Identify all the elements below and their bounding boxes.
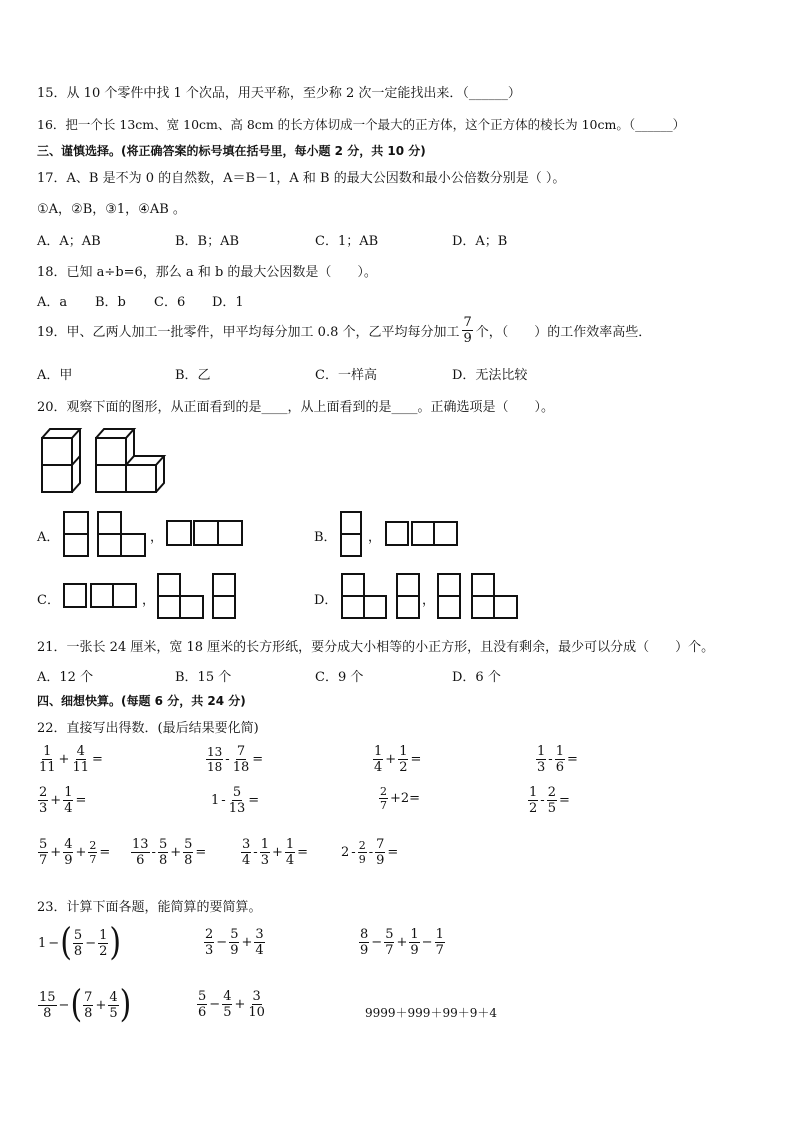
q23-expr-1: 1 − ( $\frac{5}{8}$ − $\frac{1}{2}$ ) [38,920,122,965]
q20-option-c-label: C． [37,593,60,608]
q21-option-a: A．12 个 [37,670,94,685]
q18-option-d: D．1 [212,295,244,310]
q17-option-c: C．1；AB [315,234,379,249]
q22-expr-9: $\frac{5}{7}$ + $\frac{4}{9}$ + $\frac{2}{7}$ = [39,837,111,868]
q21-option-c: C．9 个 [315,670,364,685]
q20-option-b-comma: ， [368,530,382,545]
q20-option-a-label: A． [37,530,60,545]
q18-option-c: C．6 [154,295,186,310]
question-20: 20．观察下面的图形，从正面看到的是____，从上面看到的是____。正确选项是（ ）。 [37,400,555,415]
q20-option-d-comma: ， [422,593,436,608]
q22-expr-3: $\frac{1}{4}$ + $\frac{1}{2}$ = [374,744,422,775]
question-16: 16．把一个长 13cm、宽 10cm、高 8cm 的长方体切成一个最大的正方体，这个正方体的棱长为 10cm。（______） [37,117,686,132]
question-15: 15．从 10 个零件中找 1 个次品，用天平称，至少称 2 次一定能找出来．（______） [37,86,521,101]
q19-option-c: C．一样高 [315,368,377,383]
q17-option-a: A．A；AB [37,234,101,249]
section-3-heading: 三、谨慎选择。(将正确答案的标号填在括号里，每小题 2 分，共 10 分) [37,144,426,158]
question-18: 18．已知 a÷b=6，那么 a 和 b 的最大公因数是（ ）。 [37,265,377,280]
q21-option-d: D．6 个 [452,670,501,685]
q19-fraction: $\frac{7}{9}$ [463,315,472,346]
cube-stack-figure [40,426,170,496]
q22-expr-5: $\frac{2}{3}$ + $\frac{1}{4}$ = [39,785,87,816]
question-23: 23．计算下面各题，能简算的要简算。 [37,900,262,915]
question-22: 22．直接写出得数．(最后结果要化简) [37,721,259,736]
question-17: 17．A、B 是不为 0 的自然数，A＝B－1，A 和 B 的最大公因数和最小公倍数分别是（ ）。 [37,171,566,186]
q22-expr-7: $\frac{2}{7}$ +2= [380,785,421,812]
q22-expr-2: $\frac{13}{18}$ - $\frac{7}{18}$ = [207,744,264,775]
section-4-heading: 四、细想快算。(每题 6 分，共 24 分) [37,694,246,708]
question-21: 21．一张长 24 厘米，宽 18 厘米的长方形纸，要分成大小相等的小正方形，且没有剩余，最少可以分成（ ）个。 [37,640,715,655]
q17-option-d: D．A；B [452,234,508,249]
q23-expr-4: $\frac{15}{8}$ − ( $\frac{7}{8}$ + $\frac{4}{5}$ ) [39,982,132,1027]
q22-expr-11: $\frac{3}{4}$ - $\frac{1}{3}$ + $\frac{1}{4}$ = [242,837,309,868]
q22-expr-6: 1 - $\frac{5}{13}$ = [211,785,260,816]
q19-text-post: 个，（ ）的工作效率高些． [475,325,652,340]
q22-expr-12: 2 - $\frac{2}{9}$ - $\frac{7}{9}$ = [341,837,399,868]
q20-option-c-comma: ， [142,593,156,608]
q23-expr-2: $\frac{2}{3}$ − $\frac{5}{9}$ + $\frac{3}{4}$ [205,927,264,958]
q18-option-b: B．b [95,295,126,310]
q20-option-a-comma: ， [150,530,164,545]
q22-expr-8: $\frac{1}{2}$ - $\frac{2}{5}$ = [529,785,570,816]
q20-option-d-label: D． [314,593,338,608]
q20-option-b-label: B． [314,530,337,545]
q20-option-b-views [340,510,465,558]
question-17-sub: ①A，②B，③1，④AB 。 [37,202,186,217]
q19-option-b: B．乙 [175,368,211,383]
q17-option-b: B．B；AB [175,234,240,249]
q22-expr-1: $\frac{1}{11}$ + $\frac{4}{11}$ = [39,744,103,775]
q23-expr-6: 9999＋999＋99＋9＋4 [365,1006,497,1020]
q22-expr-4: $\frac{1}{3}$ - $\frac{1}{6}$ = [537,744,578,775]
q19-option-a: A．甲 [37,368,73,383]
q19-text-pre: 19．甲、乙两人加工一批零件，甲平均每分加工 0.8 个，乙平均每分加工 [37,325,460,340]
q23-expr-5: $\frac{5}{6}$ − $\frac{4}{5}$ + $\frac{3}{10}$ [198,989,265,1020]
question-19 [37,316,651,345]
q23-expr-3: $\frac{8}{9}$ − $\frac{5}{7}$ + $\frac{1}{9}$ − $\frac{1}{7}$ [360,927,444,958]
q19-option-d: D．无法比较 [452,368,528,383]
q21-option-b: B．15 个 [175,670,232,685]
q22-expr-10: $\frac{13}{6}$ - $\frac{5}{8}$ + $\frac{5}{8}$ = [132,837,207,868]
q18-option-a: A．a [37,295,68,310]
